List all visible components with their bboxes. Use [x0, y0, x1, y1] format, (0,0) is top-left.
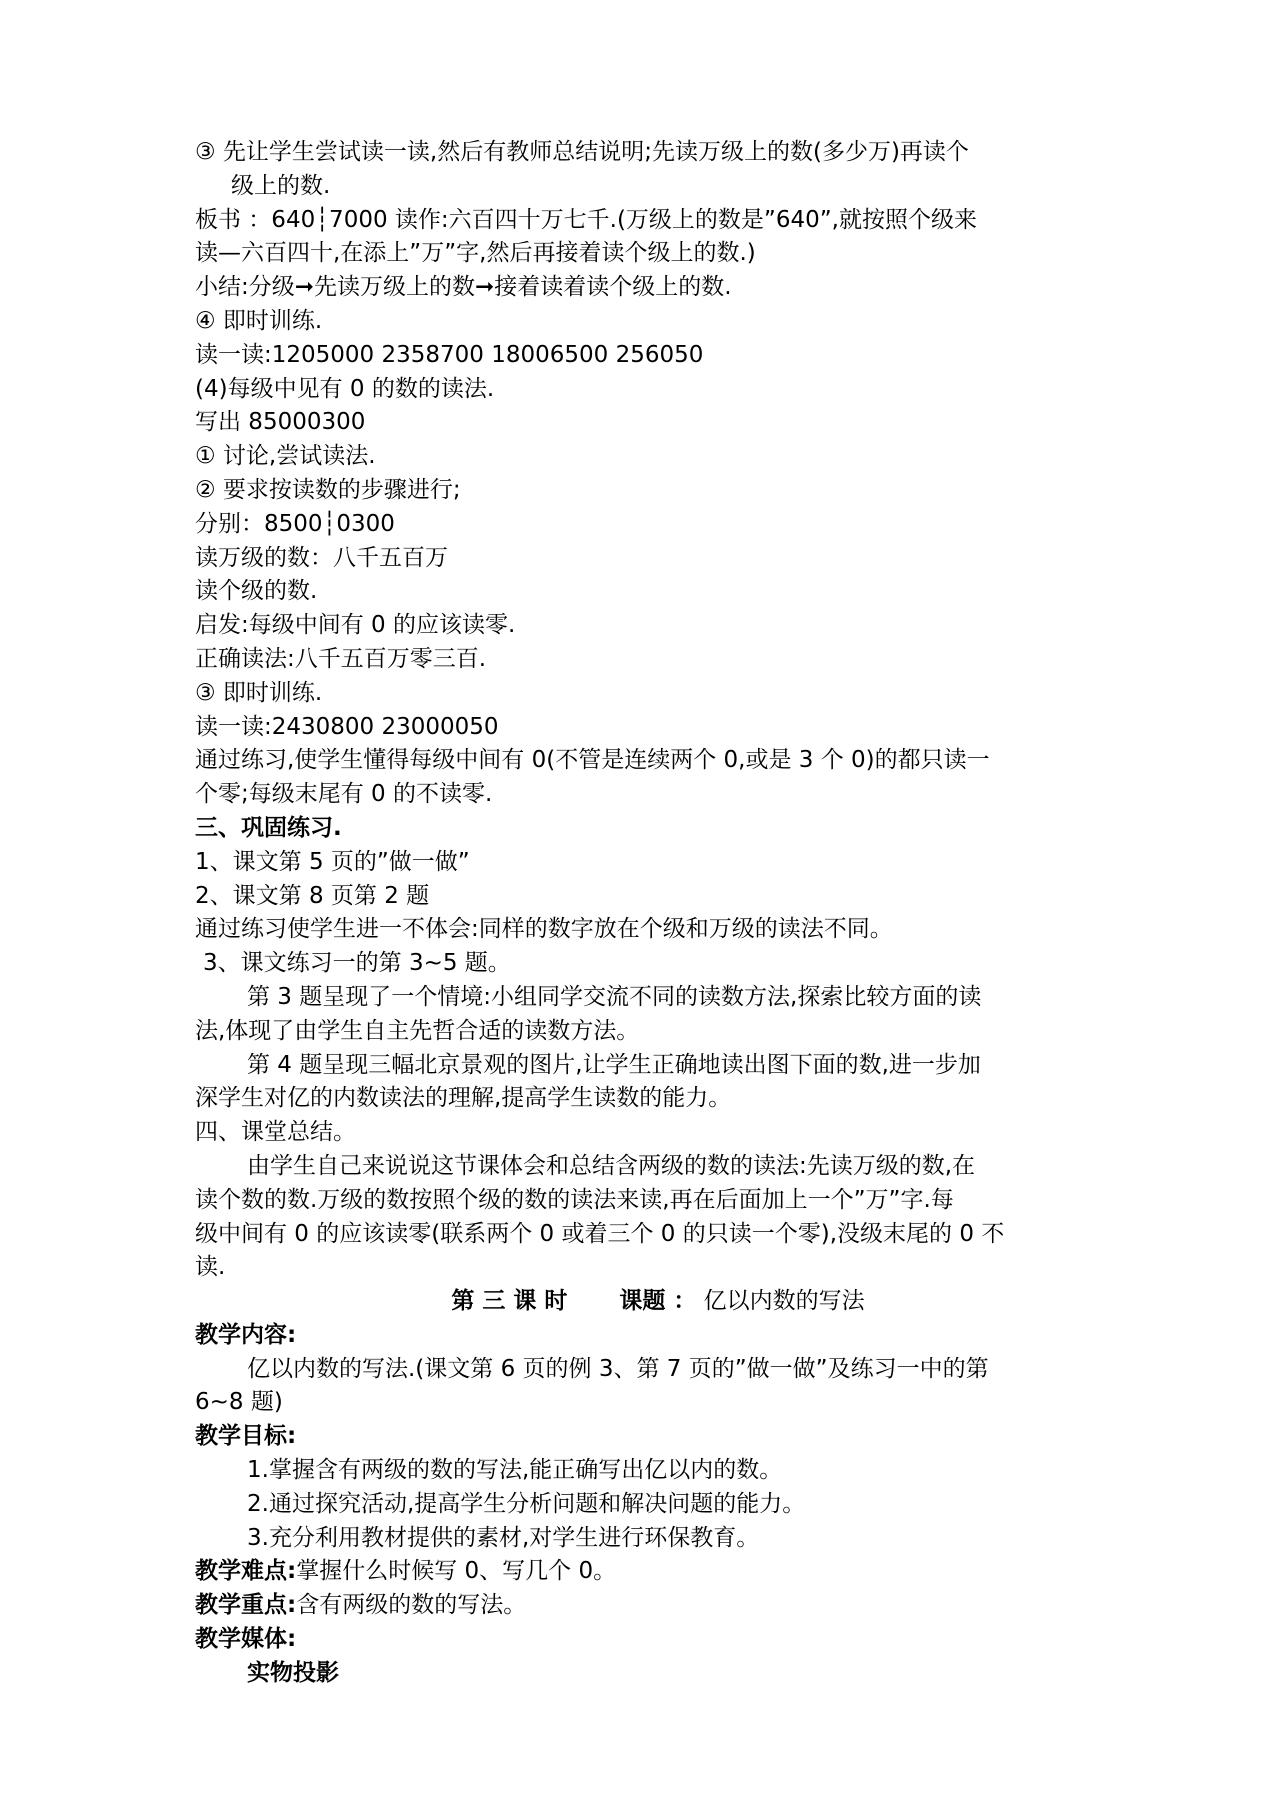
text-line: 读. — [195, 1254, 226, 1281]
text-line: 读个级的数. — [195, 578, 318, 605]
goal-item: 3.充分利用教材提供的素材,对学生进行环保教育。 — [247, 1524, 760, 1551]
lesson-topic: 亿以内数的写法 — [703, 1288, 865, 1315]
lesson-title — [195, 1285, 1095, 1319]
text-line: 板书 ：640┆7000 读作:六百四十万七千.(万级上的数是”640”,就按照个级来 — [195, 206, 977, 233]
text-line: 读万级的数：八千五百万 — [195, 544, 448, 571]
lesson-number: 第 三 课 时 — [451, 1288, 568, 1315]
text-line: 启发:每级中间有 0 的应该读零. — [195, 612, 516, 639]
lesson-topic-label: 课题 ： — [619, 1288, 697, 1315]
difficulty-label: 教学难点: — [195, 1558, 297, 1585]
text-line: 由学生自己来说说这节课体会和总结含两级的数的读法:先读万级的数,在 — [247, 1152, 976, 1179]
text-line: (4)每级中见有 0 的数的读法. — [195, 375, 495, 402]
text-line: 个零;每级末尾有 0 的不读零. — [195, 781, 493, 808]
text-line: 级中间有 0 的应该读零(联系两个 0 或着三个 0 的只读一个零),没级末尾的 0 不 — [195, 1220, 1005, 1247]
text-line: 正确读法:八千五百万零三百. — [195, 645, 487, 672]
text-line: 法,体现了由学生自主先哲合适的读数方法。 — [195, 1017, 640, 1044]
text-line: 读一读:1205000 2358700 18006500 256050 — [195, 341, 704, 368]
document-page — [195, 136, 1095, 1691]
section-heading: 三、巩固练习. — [195, 814, 342, 841]
media-text: 实物投影 — [247, 1659, 339, 1686]
text-line: 第 4 题呈现三幅北京景观的图片,让学生正确地读出图下面的数,进一步加 — [247, 1051, 981, 1078]
text-line: 级上的数. — [231, 172, 331, 199]
text-line: 写出 85000300 — [195, 409, 366, 436]
text-line: 通过练习,使学生懂得每级中间有 0(不管是连续两个 0,或是 3 个 0)的都只读一 — [195, 747, 990, 774]
goals-heading: 教学目标: — [195, 1423, 297, 1450]
text-line: 通过练习使学生进一不体会:同样的数字放在个级和万级的读法不同。 — [195, 916, 893, 943]
content-heading: 教学内容: — [195, 1321, 297, 1348]
text-line: 2、课文第 8 页第 2 题 — [195, 882, 430, 909]
text-line: 6~8 题) — [195, 1389, 283, 1416]
text-line: 深学生对亿的内数读法的理解,提高学生读数的能力。 — [195, 1085, 732, 1112]
text-line: ④ 即时训练. — [195, 307, 323, 334]
text-line: ③ 即时训练. — [195, 679, 323, 706]
text-line: 读一读:2430800 23000050 — [195, 713, 499, 740]
difficulty-line — [195, 1555, 1095, 1589]
text-line: ③ 先让学生尝试读一读,然后有教师总结说明;先读万级上的数(多少万)再读个 — [195, 139, 969, 165]
text-line: 第 3 题呈现了一个情境:小组同学交流不同的读数方法,探索比较方面的读 — [247, 983, 982, 1010]
text-line: 分别：8500┆0300 — [195, 510, 395, 537]
goal-item: 2.通过探究活动,提高学生分析问题和解决问题的能力。 — [247, 1490, 806, 1517]
text-line: 亿以内数的写法.(课文第 6 页的例 3、第 7 页的”做一做”及练习一中的第 — [247, 1355, 989, 1382]
key-point-label: 教学重点: — [195, 1592, 297, 1619]
text-line: 读—六百四十,在添上”万”字,然后再接着读个级上的数.) — [195, 240, 756, 267]
text-line: 读个数的数.万级的数按照个级的数的读法来读,再在后面加上一个”万”字.每 — [195, 1186, 954, 1213]
text-line: 3、课文练习一的第 3~5 题。 — [203, 950, 511, 977]
difficulty-text: 掌握什么时候写 0、写几个 0。 — [296, 1558, 617, 1585]
text-line: 1、课文第 5 页的”做一做” — [195, 848, 470, 875]
section-heading: 四、课堂总结。 — [195, 1119, 356, 1146]
text-line: 小结:分级➞先读万级上的数➞接着读着读个级上的数. — [195, 274, 732, 301]
text-line: ② 要求按读数的步骤进行; — [195, 476, 461, 503]
media-heading: 教学媒体: — [195, 1626, 297, 1653]
key-point-line — [195, 1589, 1095, 1623]
text-line: ① 讨论,尝试读法. — [195, 443, 376, 470]
key-point-text: 含有两级的数的写法。 — [296, 1592, 527, 1619]
goal-item: 1.掌握含有两级的数的写法,能正确写出亿以内的数。 — [247, 1457, 783, 1484]
